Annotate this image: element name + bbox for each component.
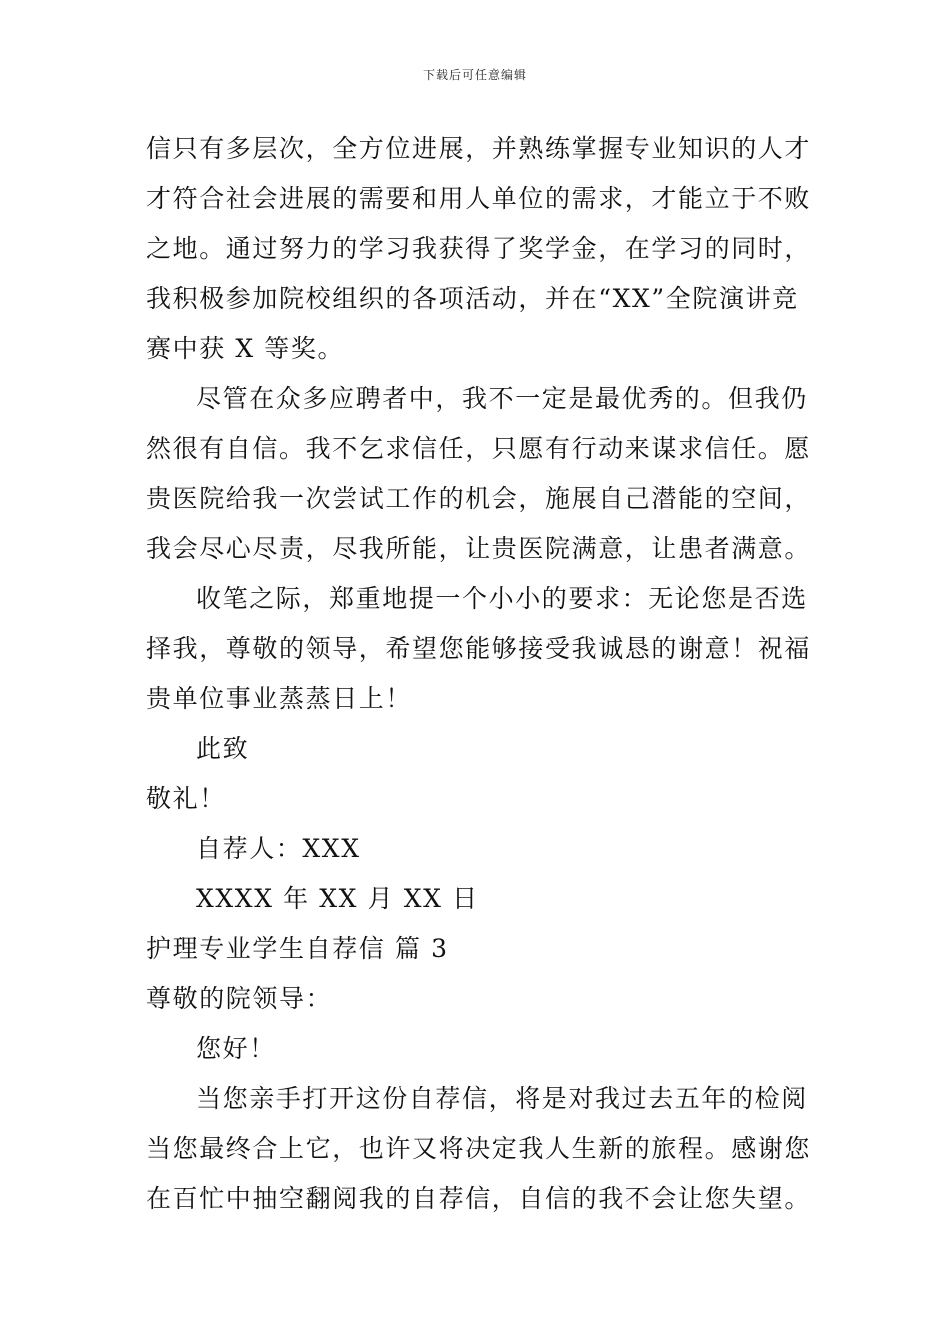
paragraph-line: 贵医院给我一次尝试工作的机会，施展自己潜能的空间， [146,484,812,513]
paragraph-line: 当您亲手打开这份自荐信，将是对我过去五年的检阅 [196,1084,808,1113]
paragraph-line: 在百忙中抽空翻阅我的自荐信，自信的我不会让您失望。 [146,1184,812,1213]
paragraph-line: 尽管在众多应聘者中，我不一定是最优秀的。但我仍 [196,384,808,413]
paragraph-line: 择我，尊敬的领导，希望您能够接受我诚恳的谢意！祝福 [146,634,812,663]
paragraph-line: 我积极参加院校组织的各项活动，并在“XX”全院演讲竞 [146,284,799,313]
paragraph-line: 收笔之际，郑重地提一个小小的要求：无论您是否选 [196,584,808,613]
closing-line: 此致 [196,734,250,763]
section-title: 护理专业学生自荐信 篇 3 [146,934,449,963]
paragraph-line: 信只有多层次，全方位进展，并熟练掌握专业知识的人才 [146,134,812,163]
paragraph-line: 才符合社会进展的需要和用人单位的需求，才能立于不败 [146,184,812,213]
paragraph-line: 然很有自信。我不乞求信任，只愿有行动来谋求信任。愿 [146,434,812,463]
signature-line: 自荐人：XXX [196,834,361,863]
greeting-line: 您好！ [196,1034,276,1063]
date-line: XXXX 年 XX 月 XX 日 [196,884,479,913]
greeting-line: 尊敬的院领导： [146,984,333,1013]
salute-line: 敬礼！ [146,784,226,813]
paragraph-line: 贵单位事业蒸蒸日上！ [146,684,413,713]
paragraph-line: 当您最终合上它，也许又将决定我人生新的旅程。感谢您 [146,1134,812,1163]
page-header-note: 下载后可任意编辑 [422,68,527,82]
paragraph-line: 我会尽心尽责，尽我所能，让贵医院满意，让患者满意。 [146,534,812,563]
paragraph-line: 之地。通过努力的学习我获得了奖学金，在学习的同时， [146,234,812,263]
paragraph-line: 赛中获 X 等奖。 [146,334,345,363]
